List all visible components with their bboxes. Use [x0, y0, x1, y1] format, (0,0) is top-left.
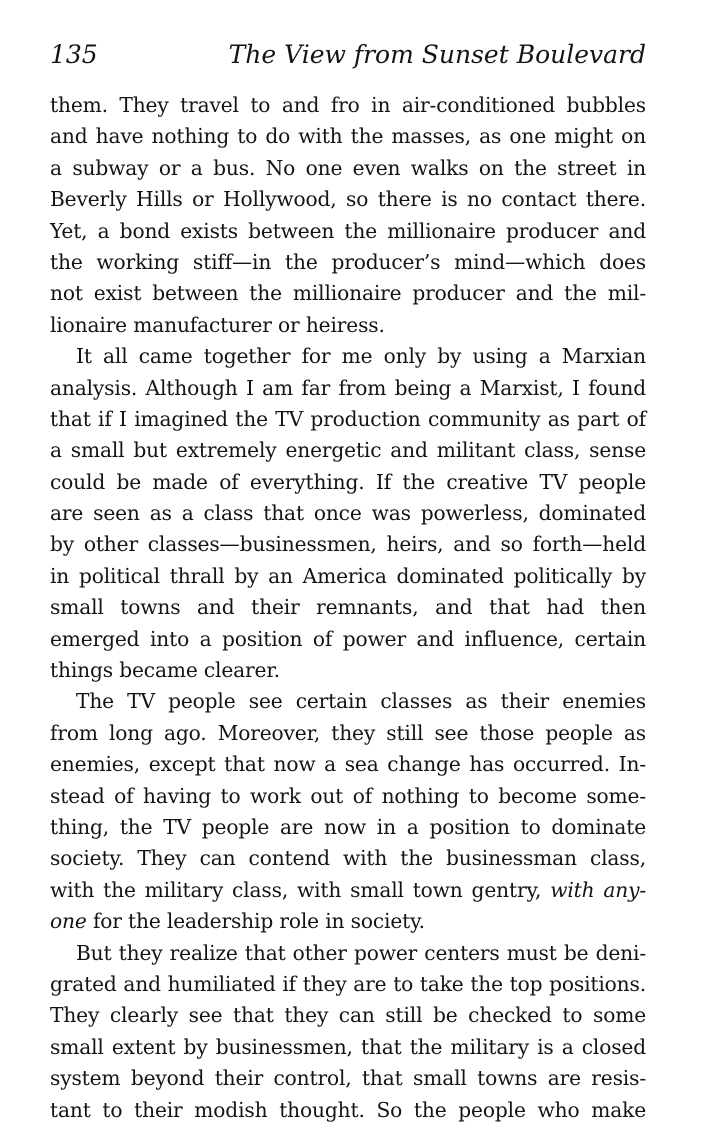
text-line: enemies, except that now a sea change has occurred. In-: [50, 752, 646, 777]
text-line: tant to their modish thought. So the people who make: [50, 1097, 646, 1122]
text-line: thing, the TV people are now in a position to dominate: [50, 814, 646, 839]
text-line: Yet, a bond exists between the millionaire producer and: [50, 218, 646, 243]
text-line: But they realize that other power centers must be deni-: [76, 940, 646, 965]
text-line: them. They travel to and fro in air-conditioned bubbles: [50, 93, 646, 117]
italic-phrase: one: [50, 909, 87, 934]
body-text: [50, 90, 646, 1126]
running-title: The View from Sunset Boulevard: [228, 40, 646, 69]
running-header: [50, 40, 646, 80]
text-line: by other classes—businessmen, heirs, and so forth—held: [50, 532, 646, 557]
text-line: stead of having to work out of nothing to become some-: [50, 783, 646, 808]
text-line: not exist between the millionaire producer and the mil-: [50, 281, 646, 306]
text-line: in political thrall by an America dominated politically by: [50, 563, 646, 588]
line-text: with the military class, with small town gentry,: [50, 877, 542, 902]
text-line: society. They can contend with the businessman class,: [50, 846, 646, 871]
text-line: lionaire manufacturer or heiress.: [50, 312, 385, 337]
text-line: grated and humiliated if they are to take the top positions.: [50, 971, 646, 996]
text-line: that if I imagined the TV production community as part of: [50, 406, 646, 431]
text-line: are seen as a class that once was powerless, dominated: [50, 501, 646, 526]
text-line: They clearly see that they can still be checked to some: [50, 1003, 646, 1028]
text-line: from long ago. Moreover, they still see those people as: [50, 720, 646, 745]
text-line: things became clearer.: [50, 658, 280, 683]
text-line-with-italic: [50, 875, 646, 906]
text-line: a small but extremely energetic and militant class, sense: [50, 438, 646, 463]
text-line: It all came together for me only by using a Marxian: [76, 344, 646, 369]
text-line-with-italic: [50, 906, 646, 937]
text-line: The TV people see certain classes as their enemies: [76, 689, 646, 714]
page-number: 135: [50, 40, 98, 69]
text-line: Beverly Hills or Hollywood, so there is no contact there.: [50, 187, 646, 212]
text-line: system beyond their control, that small towns are resis-: [50, 1066, 646, 1091]
text-line: emerged into a position of power and influence, certain: [50, 626, 646, 651]
text-line: and have nothing to do with the masses, as one might on: [50, 124, 646, 149]
text-line: small towns and their remnants, and that had then: [50, 595, 646, 620]
italic-phrase: with any-: [550, 877, 646, 902]
line-text: for the leadership role in society.: [92, 909, 425, 934]
text-line: could be made of everything. If the creative TV people: [50, 469, 646, 494]
text-line: analysis. Although I am far from being a Marxist, I found: [50, 375, 646, 400]
text-line: small extent by businessmen, that the military is a closed: [50, 1034, 646, 1059]
text-line: the working stiff—in the producer’s mind—which does: [50, 249, 646, 274]
text-line: a subway or a bus. No one even walks on the street in: [50, 155, 646, 180]
